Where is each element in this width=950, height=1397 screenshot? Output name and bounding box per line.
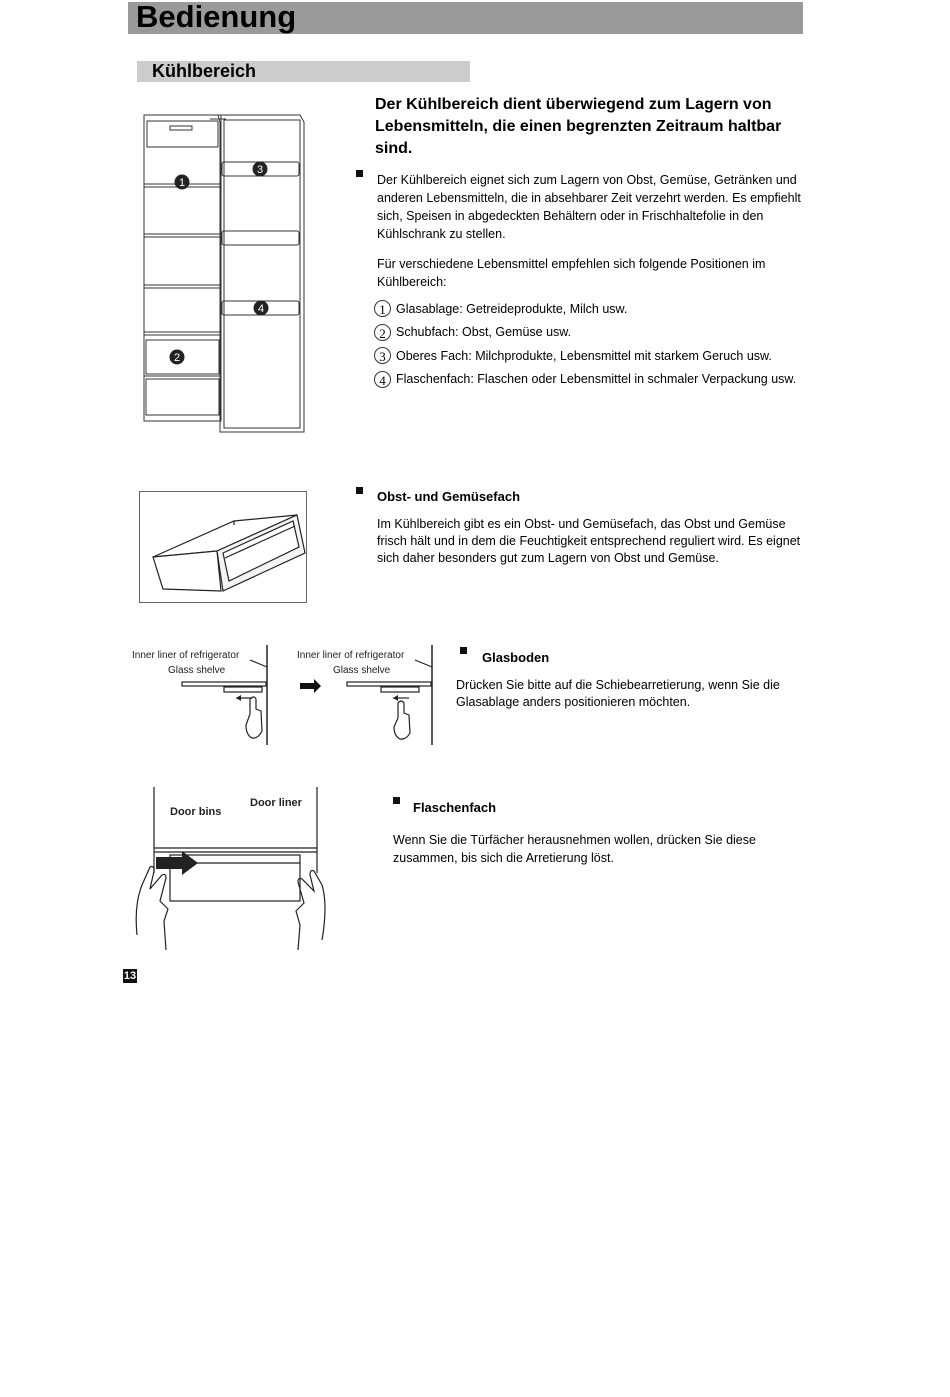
marker-3 [253,162,268,177]
fridge-light-box [147,121,218,147]
door-bin-text: Wenn Sie die Türfächer herausnehmen wollen, drücken Sie diese zusammen, bis sich die Arretierung löst. [393,833,756,865]
section-title: Kühlbereich [152,61,257,81]
crisper-text: Im Kühlbereich gibt es ein Obst- und Gemüsefach, das Obst und Gemüse frisch hält und in dem die Feuchtigkeit entsprechend reguliert wird. Es eignet sich daher besonders gut zum Lagern von Obst und Gemüse. [377,517,801,565]
intro-positions-intro: Für verschiedene Lebensmittel empfehlen sich folgende Positionen im Kühlbereich: [377,257,766,289]
list-item [374,297,824,321]
circled-number-1: 1 [374,300,391,317]
label-glass-shelve-right: Glass shelve [333,665,391,676]
circled-number-4: 4 [374,371,391,388]
glass-shelf-diagram [128,643,438,748]
svg-text:4: 4 [257,303,265,315]
svg-text:1: 1 [178,177,186,189]
label-inner-liner-left: Inner liner of refrigerator [132,650,240,661]
list-item-text: Schubfach: Obst, Gemüse usw. [396,325,572,340]
door-bin-diagram [132,785,332,955]
fridge-body-outline [144,115,221,421]
right-arrow-icon [300,679,321,693]
fridge-interior-diagram [140,110,310,440]
page-title: Bedienung [136,0,297,34]
marker-4 [254,301,269,316]
door-bin-mid [222,231,299,245]
glass-shelf-text: Drücken Sie bitte auf die Schiebearretierung, wenn Sie die Glasablage anders positionieren möchten. [456,678,780,709]
drawer-lower [146,379,219,415]
svg-text:3: 3 [256,164,264,176]
page-number: 13 [123,970,137,982]
bullet-icon [356,487,363,494]
label-inner-liner-right: Inner liner of refrigerator [297,650,405,661]
list-item [374,344,824,368]
crisper-drawer-illustration [139,491,308,604]
bullet-icon [460,647,467,654]
svg-text:2: 2 [173,352,181,364]
list-item-text: Flaschenfach: Flaschen oder Lebensmittel in schmaler Verpackung usw. [396,372,797,387]
list-item [374,368,824,392]
circled-number-3: 3 [374,347,391,364]
list-item-text: Oberes Fach: Milchprodukte, Lebensmittel mit starkem Geruch usw. [396,348,772,363]
list-item [374,321,824,345]
door-bin-title: Flaschenfach [413,800,497,815]
marker-2 [170,350,185,365]
intro-lead: Der Kühlbereich dient überwiegend zum Lagern von Lebensmitteln, die einen begrenzten Zeitraum haltbar sind. [375,96,782,157]
crisper-title: Obst- und Gemüsefach [377,489,521,504]
positions-list [374,297,824,391]
list-item-text: Glasablage: Getreideprodukte, Milch usw. [396,301,628,316]
glass-shelf-title: Glasboden [482,650,550,665]
bullet-icon [356,170,363,177]
circled-number-2: 2 [374,324,391,341]
intro-paragraph: Der Kühlbereich eignet sich zum Lagern von Obst, Gemüse, Getränken und anderen Lebensmitteln, die in absehbarer Zeit verzehrt werden. Es empfiehlt sich, Speisen in abgedeckten Behältern oder in Frischhaltefolie in den Kühlschrank zu stellen. [377,173,801,241]
label-door-liner: Door liner [250,797,302,809]
marker-1 [175,175,190,190]
label-door-bins: Door bins [170,806,222,818]
bullet-icon [393,797,400,804]
label-glass-shelve-left: Glass shelve [168,665,226,676]
